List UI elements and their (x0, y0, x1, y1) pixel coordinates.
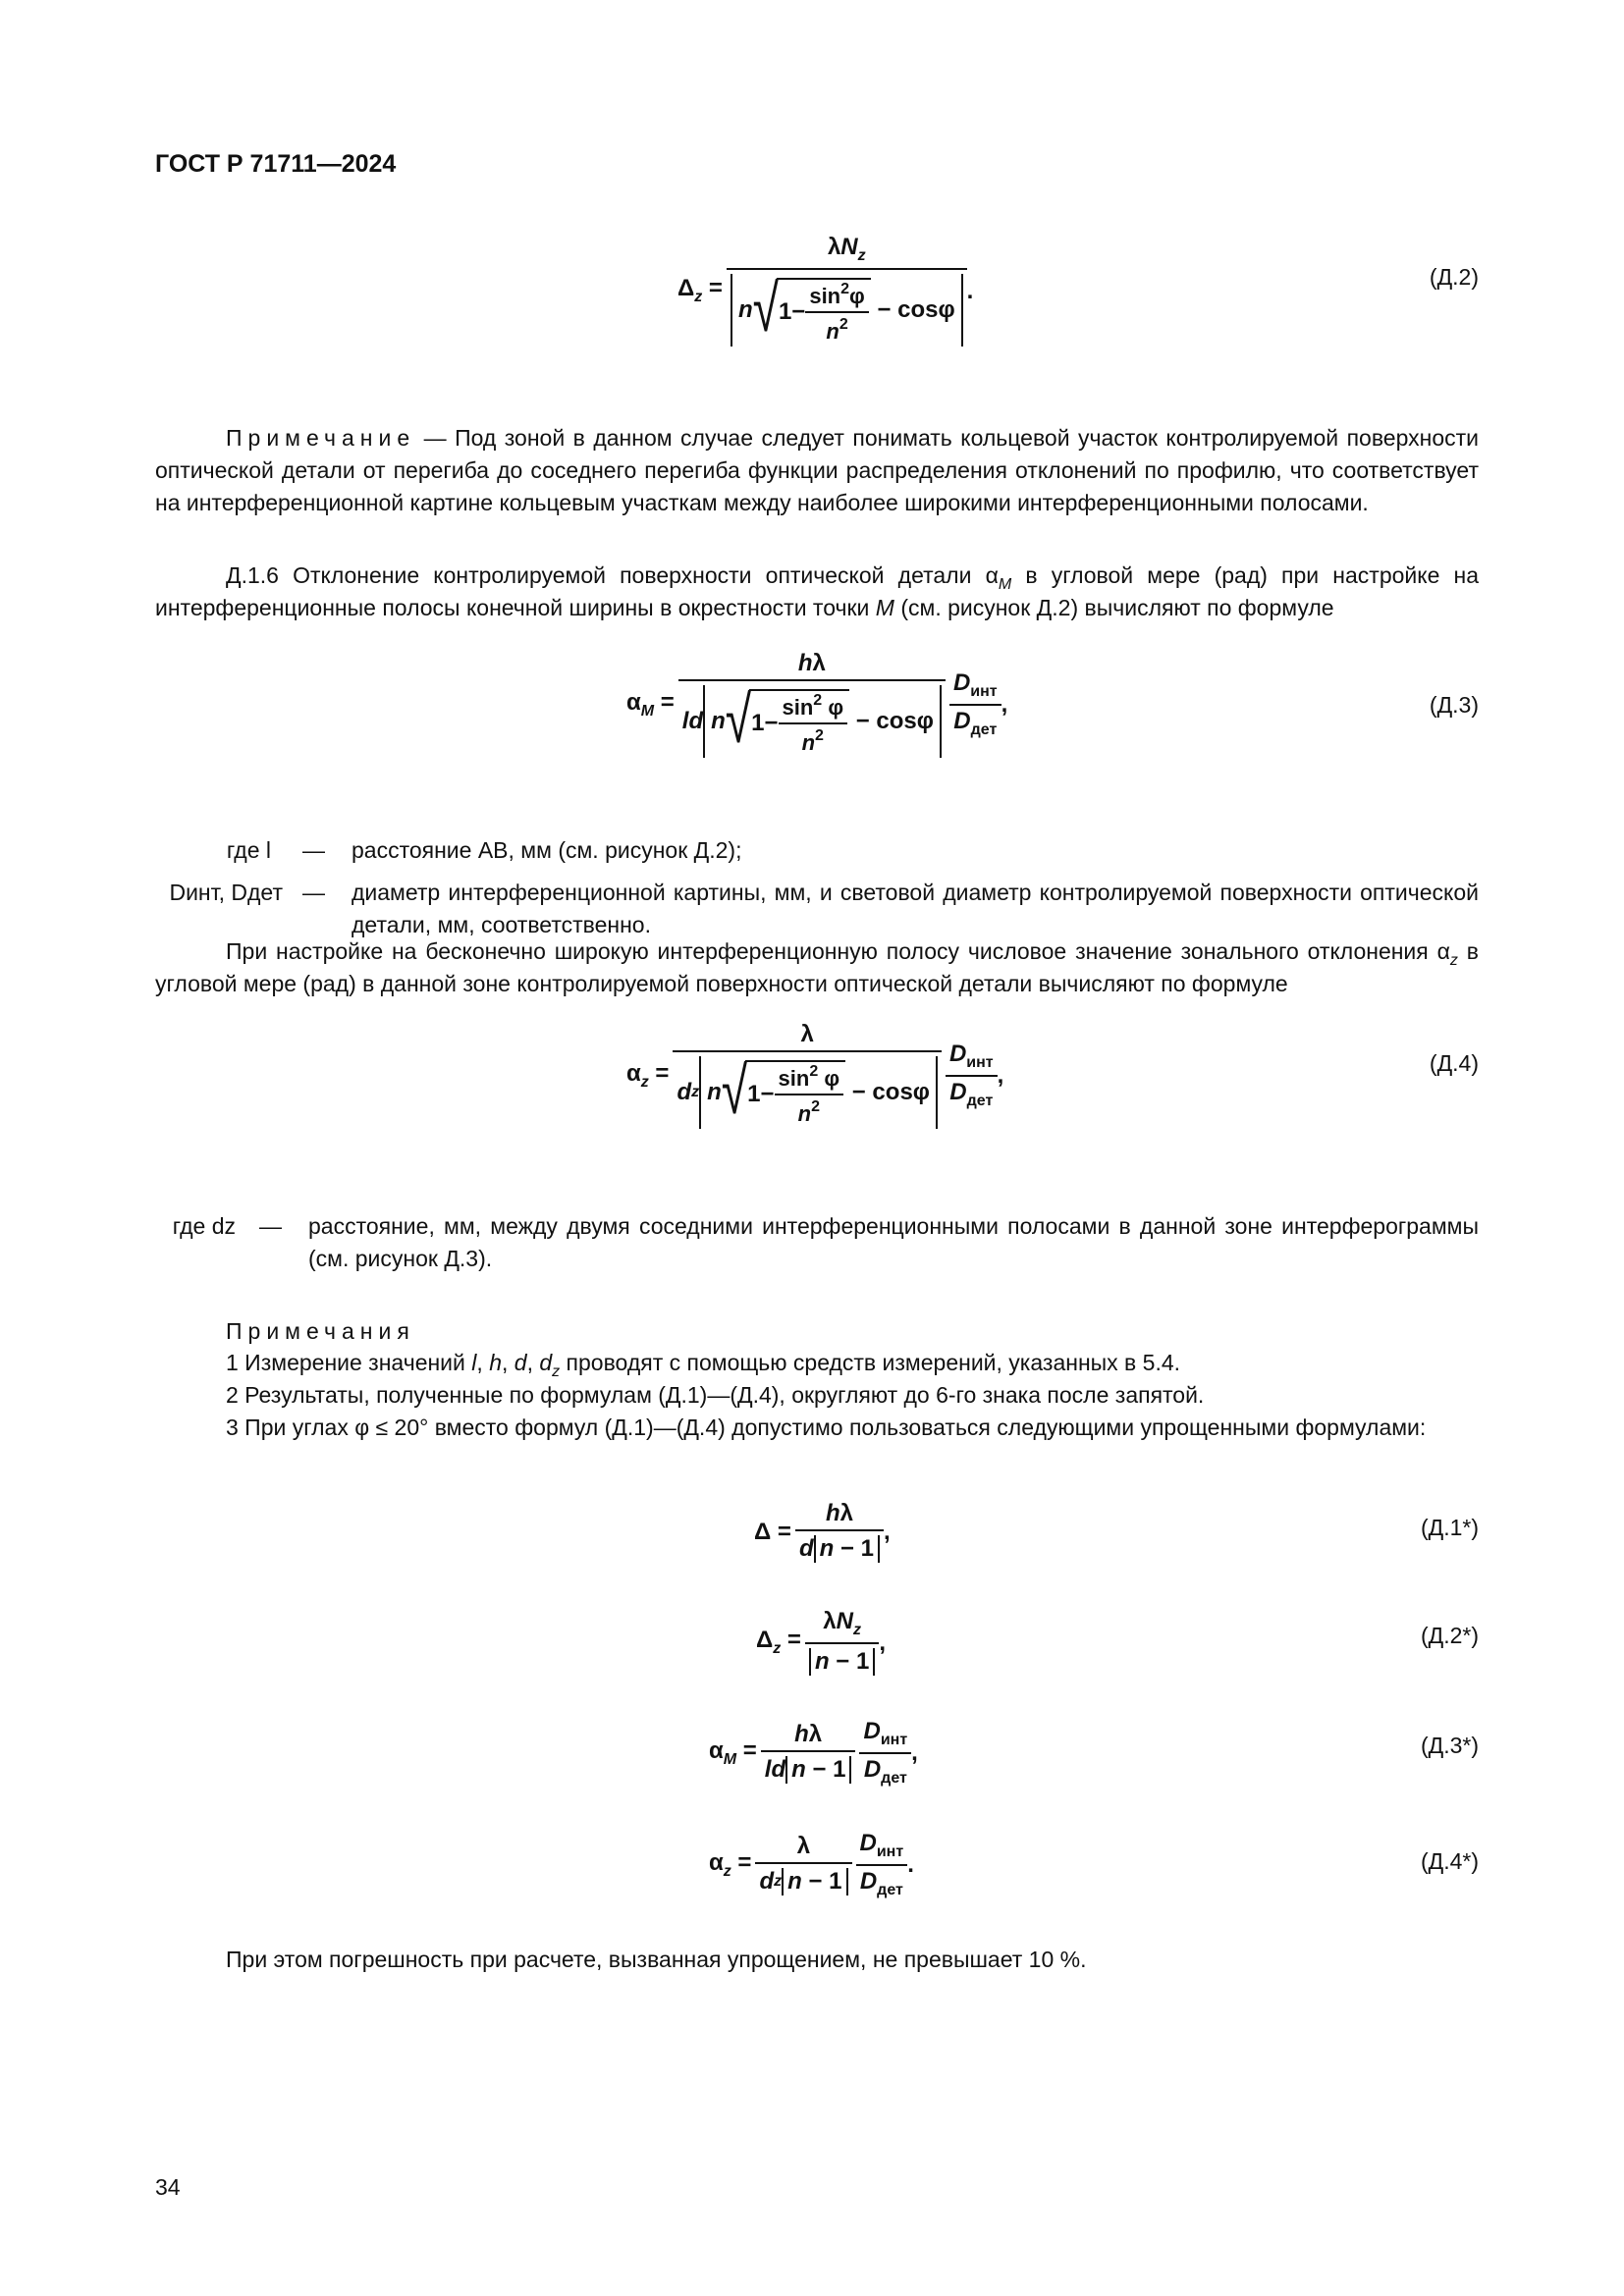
note-3: 3 При углах φ ≤ 20° вместо формул (Д.1)—(Д.4) допустимо пользоваться следующими упрощенными формулами: (226, 1415, 1427, 1440)
def-text-d: диаметр интерференционной картины, мм, и световой диаметр контролируемой поверхности оптической детали, мм, соответственно. (352, 880, 1479, 937)
def-dash-l: — (302, 837, 325, 863)
notes-label: Примечания (226, 1318, 415, 1344)
note-1: 1 Измерение значений l, h, d, $d_z$ проводят с помощью средств измерений, указанных в 5.4. (226, 1350, 1181, 1380)
document-header: ГОСТ Р 71711—2024 (155, 150, 397, 178)
note-2: 2 Результаты, полученные по формулам (Д.1)—(Д.4), округляют до 6-го знака после запятой. (226, 1382, 1205, 1408)
formula-d3-star: $\alpha_M$ = hλ ld n − 1 $\frac{D_{инт}}{D_{дет}}$ , (709, 1718, 918, 1787)
def-term-dz: где dz (172, 1213, 236, 1239)
eq-number-d4: (Д.4) (1429, 1050, 1479, 1076)
def-text-dz: расстояние, мм, между двумя соседними интерференционными полосами в данной зоне интерферограммы (см. рисунок Д.3). (308, 1213, 1479, 1271)
eq-number-d3-star: (Д.3*) (1420, 1733, 1479, 1758)
def-term-l: где l (226, 837, 271, 863)
def-dash-d: — (302, 880, 325, 905)
eq-number-d2: (Д.2) (1429, 264, 1479, 290)
formula-d2-star: $\Delta_z$ = $\frac{\lambda N_z}{n - 1}$ , (756, 1608, 886, 1675)
eq-number-d4-star: (Д.4*) (1420, 1848, 1479, 1874)
def-text-l: расстояние АВ, мм (см. рисунок Д.2); (352, 837, 742, 863)
page-number: 34 (155, 2174, 181, 2200)
formula-d3: $\alpha_M$ = hλ ld n √ 1− $\frac{\sin^2 \varphi}{n^2}$ − cosφ $\frac{D_{инт}}{D_{дет}}$ , (626, 650, 1008, 758)
formula-d1-star: Δ = hλ d n − 1 , (754, 1500, 891, 1562)
paragraph-d16: Д.1.6 Отклонение контролируемой поверхности оптической детали $\alpha_M$ в угловой мере (рад) при настройке на интерференционные полосы конечной ширины в окрестности точки M (см. рисунок Д.2) вычисляют по формуле (155, 562, 1479, 620)
eq-number-d2-star: (Д.2*) (1420, 1623, 1479, 1648)
eq-number-d1-star: (Д.1*) (1420, 1515, 1479, 1540)
note-zone: Примечание — Под зоной в данном случае следует понимать кольцевой участок контролируемой поверхности оптической детали от перегиба до соседнего перегиба функции распределения отклонений по профилю, что соответствует на интерференционной картине кольцевым участкам между наиболее широкими интерференционными полосами. (155, 425, 1479, 515)
paragraph-infinite-band: При настройке на бесконечно широкую интерференционную полосу числовое значение зонального отклонения $\alpha_z$ в угловой мере (рад) в данной зоне контролируемой поверхности оптической детали вычисляют по формуле (155, 938, 1479, 996)
formula-d4: $\alpha_z$ = λ d z n √ 1− $\frac{\sin^2 \varphi}{n^2}$ − cosφ $\frac{D_{инт}}{D_{дет}}$ , (626, 1021, 1004, 1129)
formula-d4-star: $\alpha_z$ = λ d z n − 1 $\frac{D_{инт}}{D_{дет}}$ . (709, 1830, 914, 1898)
final-paragraph: При этом погрешность при расчете, вызванная упрощением, не превышает 10 %. (226, 1947, 1087, 1972)
eq-number-d3: (Д.3) (1429, 692, 1479, 718)
formula-d2: $\Delta_z$ = $\lambda N_z$ n √ 1− $\frac{\sin^2\varphi}{n^2}$ − cosφ . (677, 234, 974, 347)
def-term-d: Dинт, Dдет (169, 880, 283, 905)
def-dash-dz: — (259, 1213, 282, 1239)
